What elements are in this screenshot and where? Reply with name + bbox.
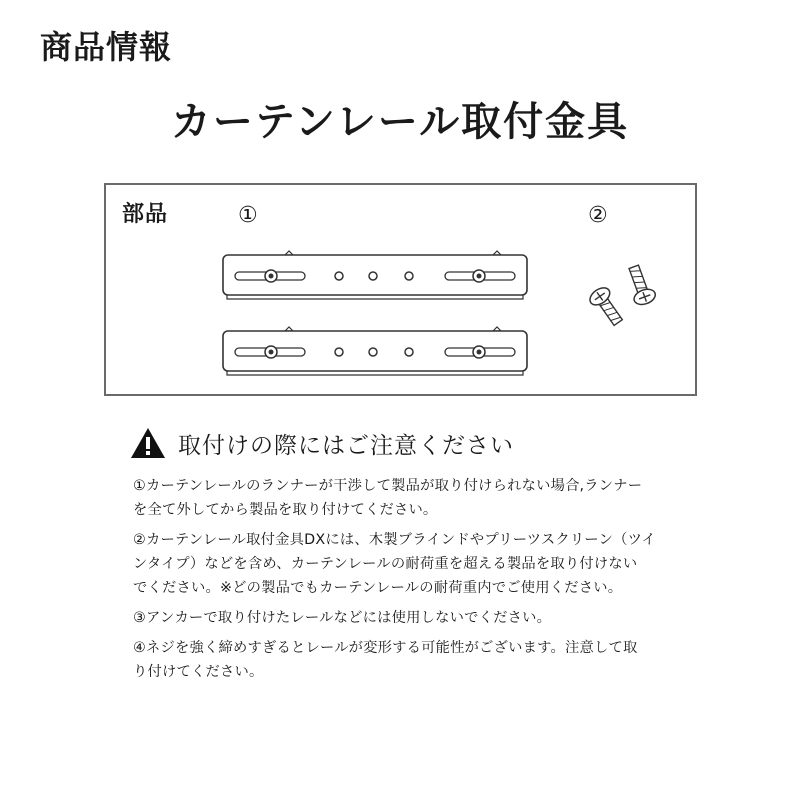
warning-heading-text: 取付けの際にはご注意ください xyxy=(178,432,514,459)
note-line: ンタイプ）などを含め、カーテンレールの耐荷重を超える製品を取り付けない xyxy=(133,556,638,572)
part-number-2: ② xyxy=(588,203,608,228)
caution-notes xyxy=(133,474,703,690)
screw-icon xyxy=(587,284,627,329)
note-line: ②カーテンレール取付金具DXには、木製ブラインドやプリーツスクリーン（ツイ xyxy=(133,532,656,548)
part-number-1: ① xyxy=(238,203,258,228)
caution-note-1 xyxy=(133,474,703,522)
note-line: ①カーテンレールのランナーが干渉して製品が取り付けられない場合,ランナー xyxy=(133,478,643,494)
note-line: ③アンカーで取り付けたレールなどには使用しないでください。 xyxy=(133,610,552,626)
caution-note-2 xyxy=(133,528,703,600)
parts-panel xyxy=(104,183,697,396)
screw-icon xyxy=(623,263,657,307)
page-title: 商品情報 xyxy=(40,28,173,66)
caution-note-3 xyxy=(133,606,703,630)
product-title: カーテンレール取付金具 xyxy=(170,99,630,145)
parts-label: 部品 xyxy=(122,202,169,227)
parts-illustration xyxy=(106,185,699,398)
caution-note-4 xyxy=(133,636,703,684)
mounting-bracket-icon xyxy=(223,251,527,299)
warning-heading xyxy=(130,425,514,461)
warning-icon xyxy=(130,427,166,459)
note-line: でください。※どの製品でもカーテンレールの耐荷重内でご使用ください。 xyxy=(133,580,623,596)
mounting-bracket-icon xyxy=(223,327,527,375)
note-line: り付けてください。 xyxy=(133,664,264,680)
note-line: を全て外してから製品を取り付けてください。 xyxy=(133,502,438,518)
note-line: ④ネジを強く締めすぎるとレールが変形する可能性がございます。注意して取 xyxy=(133,640,638,656)
